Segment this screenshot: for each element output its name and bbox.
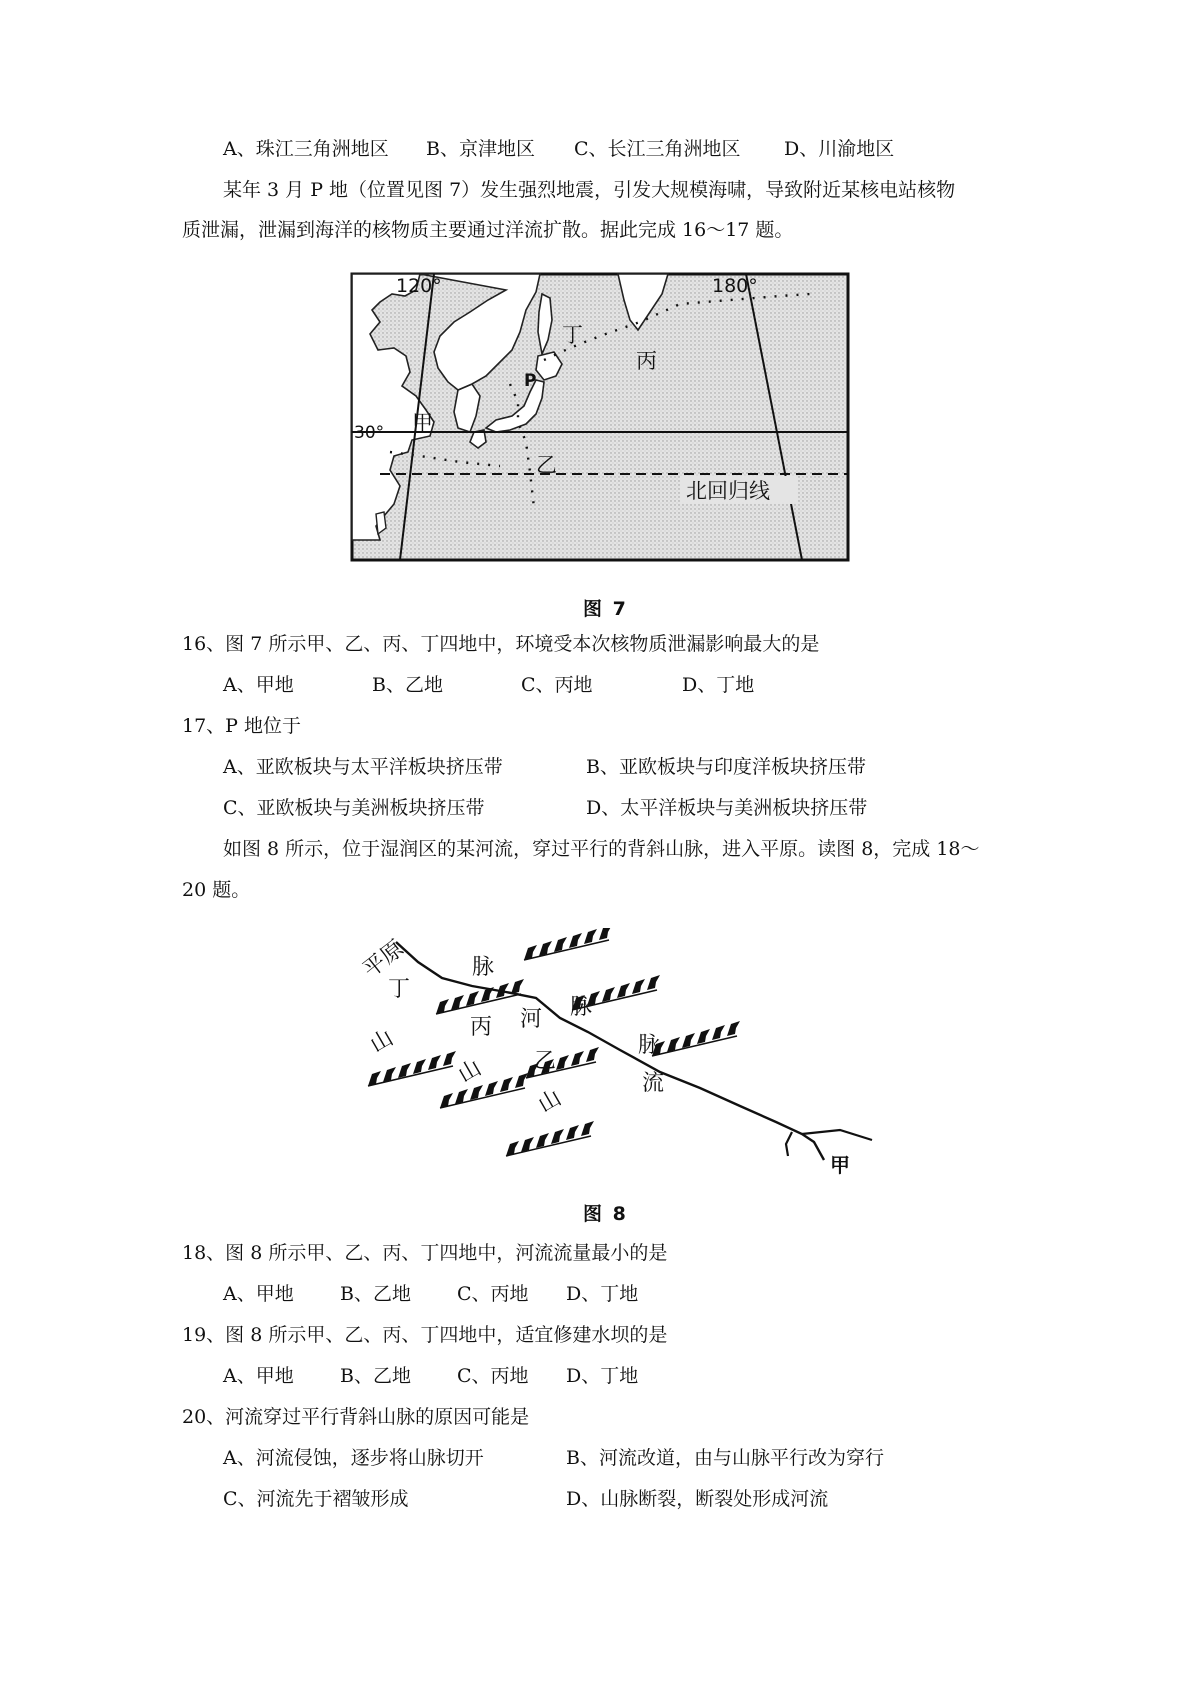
ridge-mark <box>566 1125 579 1140</box>
q17-stem: 17、P 地位于 <box>182 715 302 737</box>
ridge-mark <box>727 1021 740 1036</box>
ridge-mark <box>515 1073 528 1088</box>
q17-option-a: A、亚欧板块与太平洋板块挤压带 <box>223 756 503 778</box>
ridge-mark <box>712 1025 725 1040</box>
lon-120-label: 120° <box>396 275 442 297</box>
q20-option-b: B、河流改道，由与山脉平行改为穿行 <box>566 1447 884 1469</box>
intro-18-20-line2: 20 题。 <box>182 879 251 901</box>
q18-option-a: A、甲地 <box>223 1283 294 1305</box>
ridge-mark <box>556 1055 569 1070</box>
q15-option-a: A、珠江三角洲地区 <box>223 138 389 160</box>
fig8-label-he: 河 <box>520 1007 543 1032</box>
q15-option-d: D、川渝地区 <box>784 138 895 160</box>
lon-180-label: 180° <box>712 275 758 297</box>
q16-option-c: C、丙地 <box>521 674 593 696</box>
ridge-mark <box>485 1081 498 1096</box>
ridge-mark <box>413 1059 426 1074</box>
ridge-base <box>368 1066 453 1086</box>
q19-option-c: C、丙地 <box>457 1365 529 1387</box>
q17-option-b: B、亚欧板块与印度洋板块挤压带 <box>586 756 866 778</box>
ridge-mark <box>586 1047 599 1062</box>
fig8-label-shan1: 山 <box>366 1025 398 1059</box>
ridge-mark <box>617 983 630 998</box>
q18-option-b: B、乙地 <box>340 1283 411 1305</box>
ridge-base <box>652 1036 737 1056</box>
figure7-caption: 图 7 <box>583 598 628 620</box>
fig8-label-yi: 乙 <box>534 1049 557 1074</box>
q16-option-b: B、乙地 <box>372 674 443 696</box>
fig8-label-jia: 甲 <box>830 1153 850 1177</box>
intro-16-17-line2: 质泄漏，泄漏到海洋的核物质主要通过洋流扩散。据此完成 16～17 题。 <box>182 219 794 241</box>
fig7-label-p: P <box>524 371 537 391</box>
ridge-mark <box>443 1051 456 1066</box>
q15-option-c: C、长江三角洲地区 <box>574 138 741 160</box>
tropic-label: 北回归线 <box>686 479 770 503</box>
q15-option-b: B、京津地区 <box>426 138 535 160</box>
ridge-base <box>440 1088 525 1108</box>
fig7-label-yi: 乙 <box>536 453 557 477</box>
figure8-caption: 图 8 <box>583 1203 628 1225</box>
ridge-mark <box>599 928 612 940</box>
ridge-mark <box>571 1051 584 1066</box>
fig7-label-jia: 甲 <box>412 411 433 435</box>
fig8-label-bing: 丙 <box>470 1015 493 1040</box>
q16-option-a: A、甲地 <box>223 674 294 696</box>
river-line <box>396 942 824 1160</box>
mountain-ridges <box>368 928 740 1156</box>
ridge-mark <box>551 1129 564 1144</box>
q20-option-a: A、河流侵蚀，逐步将山脉切开 <box>223 1447 484 1469</box>
ridge-mark <box>500 1077 513 1092</box>
fig8-label-ding: 丁 <box>388 977 411 1002</box>
q16-stem: 16、图 7 所示甲、乙、丙、丁四地中，环境受本次核物质泄漏影响最大的是 <box>182 633 820 655</box>
figure7-map <box>350 272 850 562</box>
fig8-label-liu: 流 <box>642 1071 665 1096</box>
ridge-mark <box>428 1055 441 1070</box>
q17-option-d: D、太平洋板块与美洲板块挤压带 <box>586 797 868 819</box>
intro-18-20-line1: 如图 8 所示，位于湿润区的某河流，穿过平行的背斜山脉，进入平原。读图 8，完成 18～ <box>223 838 980 860</box>
fig8-label-mai1: 脉 <box>472 955 495 980</box>
q17-option-c: C、亚欧板块与美洲板块挤压带 <box>223 797 485 819</box>
lat-30-label: 30° <box>354 423 385 443</box>
fig7-label-ding: 丁 <box>562 323 583 347</box>
fig8-label-shan3: 山 <box>534 1085 566 1119</box>
ridge-mark <box>581 1121 594 1136</box>
ridge-mark <box>632 979 645 994</box>
q20-option-c: C、河流先于褶皱形成 <box>223 1488 409 1510</box>
fig8-label-mai2: 脉 <box>570 995 593 1020</box>
ridge-mark <box>697 1029 710 1044</box>
ridge-mark <box>584 929 597 944</box>
ridge-base <box>436 994 521 1014</box>
q20-stem: 20、河流穿过平行背斜山脉的原因可能是 <box>182 1406 530 1428</box>
q19-option-d: D、丁地 <box>566 1365 639 1387</box>
q19-option-b: B、乙地 <box>340 1365 411 1387</box>
ridge-mark <box>511 979 524 994</box>
q19-option-a: A、甲地 <box>223 1365 294 1387</box>
q18-stem: 18、图 8 所示甲、乙、丙、丁四地中，河流流量最小的是 <box>182 1242 668 1264</box>
fig8-label-mai3: 脉 <box>638 1033 661 1058</box>
fig7-label-bing: 丙 <box>636 349 657 373</box>
intro-16-17-line1: 某年 3 月 P 地（位置见图 7）发生强烈地震，引发大规模海啸，导致附近某核电站核物 <box>223 179 956 201</box>
ridge-base <box>506 1136 591 1156</box>
river-branch-hook <box>786 1132 792 1156</box>
q16-option-d: D、丁地 <box>682 674 755 696</box>
q18-option-d: D、丁地 <box>566 1283 639 1305</box>
fig8-label-shan2: 山 <box>454 1055 486 1089</box>
ridge-mark <box>647 975 660 990</box>
q20-option-d: D、山脉断裂，断裂处形成河流 <box>566 1488 829 1510</box>
q18-option-c: C、丙地 <box>457 1283 529 1305</box>
fig8-label-pingyuan: 平原 <box>358 936 409 983</box>
river-branch <box>802 1130 872 1140</box>
q19-stem: 19、图 8 所示甲、乙、丙、丁四地中，适宜修建水坝的是 <box>182 1324 668 1346</box>
ridge-mark <box>569 933 582 948</box>
figure8-diagram <box>340 928 880 1178</box>
ridge-base <box>524 940 609 960</box>
